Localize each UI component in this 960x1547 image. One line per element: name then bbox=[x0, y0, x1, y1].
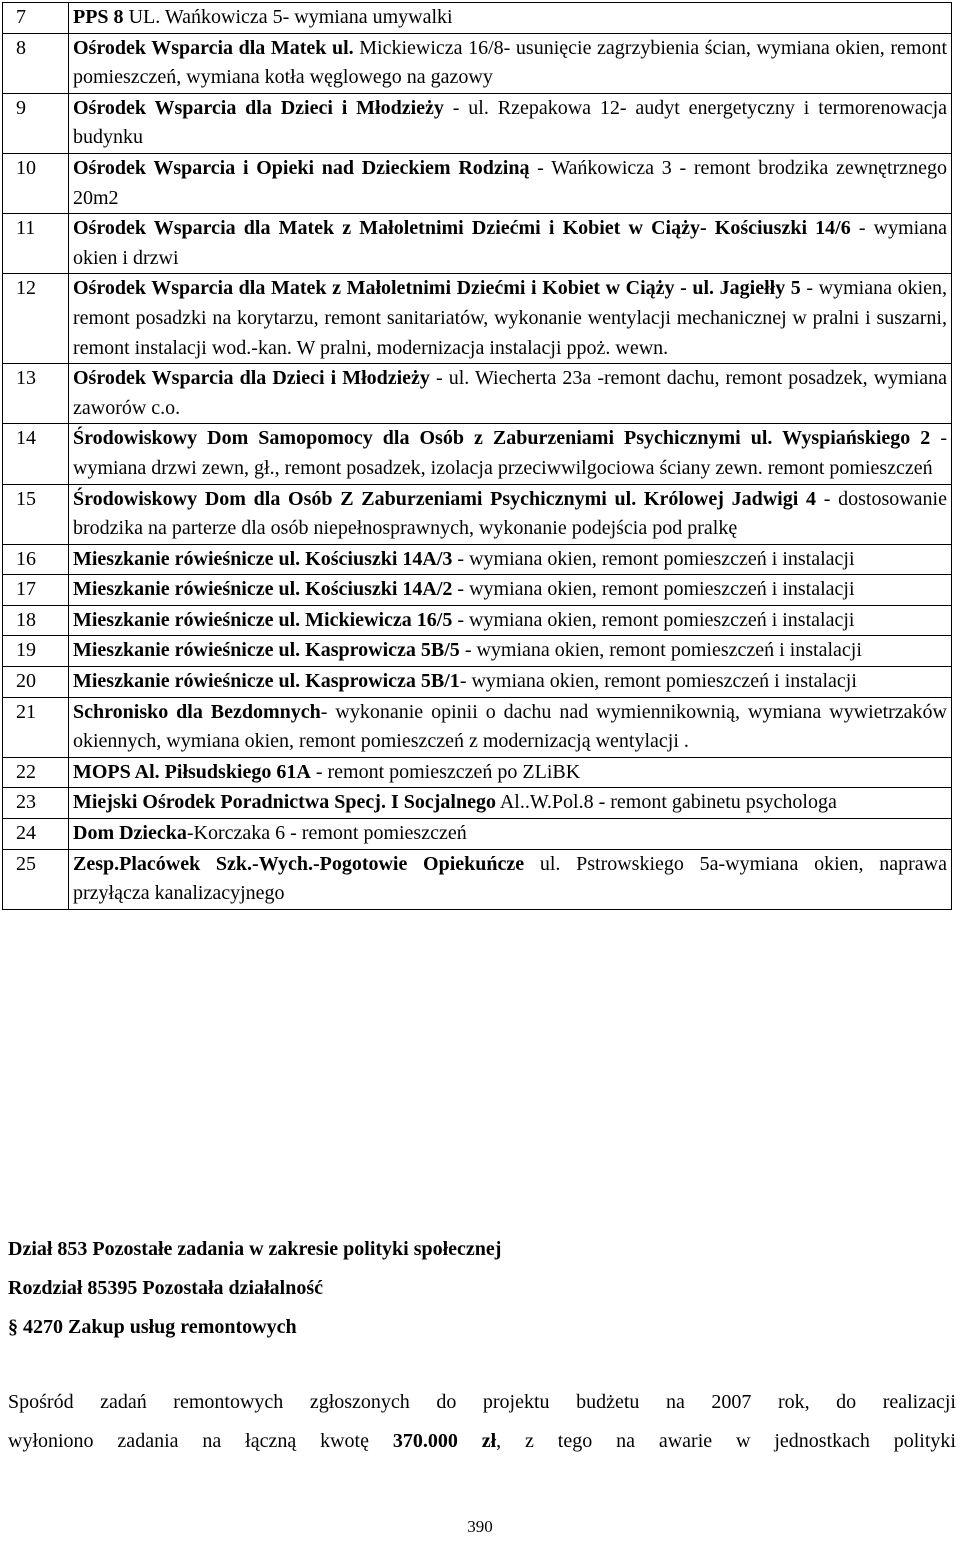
row-institution: Mieszkanie rówieśnicze ul. Mickiewicza 16/5 bbox=[73, 608, 453, 631]
row-description bbox=[69, 636, 952, 667]
table-row bbox=[3, 575, 952, 606]
paragraph-line-1: Spośród zadań remontowych zgłoszonych do projektu budżetu na 2007 rok, do realizacji bbox=[8, 1391, 956, 1413]
row-description bbox=[69, 364, 952, 424]
paragraph-line-2 bbox=[8, 1422, 956, 1461]
table-row bbox=[3, 274, 952, 364]
row-institution: Ośrodek Wsparcia dla Matek z Małoletnimi Dziećmi i Kobiet w Ciąży- Kościuszki 14/6 bbox=[73, 217, 851, 240]
table-row bbox=[3, 424, 952, 484]
row-number: 18 bbox=[3, 605, 69, 636]
row-number: 25 bbox=[3, 849, 69, 909]
row-number: 10 bbox=[3, 153, 69, 213]
table-row bbox=[3, 153, 952, 213]
row-number: 11 bbox=[3, 214, 69, 274]
row-number: 24 bbox=[3, 819, 69, 850]
row-task: Al..W.Pol.8 - remont gabinetu psychologa bbox=[495, 791, 837, 814]
row-task: - ul. Wiecherta 23a -remont dachu, remont posadzek, wymiana zaworów c.o. bbox=[73, 367, 947, 419]
table-row bbox=[3, 667, 952, 698]
page-number: 390 bbox=[467, 1517, 493, 1536]
row-description bbox=[69, 93, 952, 153]
section-heading-rozdzial: Rozdział 85395 Pozostała działalność bbox=[8, 1277, 323, 1299]
row-task: - wymiana okien, remont pomieszczeń i instalacji bbox=[452, 578, 855, 601]
row-number: 22 bbox=[3, 757, 69, 788]
table-row bbox=[3, 697, 952, 757]
row-number: 12 bbox=[3, 274, 69, 364]
table-row bbox=[3, 788, 952, 819]
row-task: Mickiewicza 16/8- usunięcie zagrzybienia ścian, wymiana okien, remont pomieszczeń, wymiana kotła węglowego na gazowy bbox=[73, 36, 947, 89]
row-task: UL. Wańkowicza 5- wymiana umywalki bbox=[123, 6, 453, 28]
row-description bbox=[69, 757, 952, 788]
table-row bbox=[3, 849, 952, 909]
row-description bbox=[69, 605, 952, 636]
table-row bbox=[3, 544, 952, 575]
row-institution: Środowiskowy Dom Samopomocy dla Osób z Zaburzeniami Psychicznymi ul. Wyspiańskiego 2 bbox=[73, 427, 931, 450]
table-row bbox=[3, 3, 952, 34]
row-task: - wymiana okien, remont pomieszczeń i instalacji bbox=[452, 608, 855, 631]
row-number: 7 bbox=[3, 3, 69, 34]
row-task: - wykonanie opinii o dachu nad wymiennikownią, wymiana wywietrzaków okiennych, wymiana okien, remont pomieszczeń z modernizacją wentylacji . bbox=[73, 700, 947, 753]
row-number: 20 bbox=[3, 667, 69, 698]
row-number: 13 bbox=[3, 364, 69, 424]
row-description bbox=[69, 575, 952, 606]
row-description bbox=[69, 788, 952, 819]
renovation-tasks-table bbox=[2, 2, 952, 910]
row-institution: Mieszkanie rówieśnicze ul. Kasprowicza 5B/1 bbox=[73, 670, 460, 693]
row-number: 21 bbox=[3, 697, 69, 757]
row-task: -Korczaka 6 - remont pomieszczeń bbox=[186, 822, 467, 845]
section-heading-paragraf: § 4270 Zakup usług remontowych bbox=[8, 1316, 297, 1338]
row-description bbox=[69, 697, 952, 757]
row-institution: Mieszkanie rówieśnicze ul. Kościuszki 14A/3 bbox=[73, 547, 453, 570]
row-institution: PPS 8 bbox=[73, 6, 124, 28]
row-task: - wymiana okien, remont posadzki na korytarzu, remont sanitariatów, wykonanie wentylacji mechanicznej w pralni i suszarni, remont instalacji wod.-kan. W pralni, modernizacja instalacji ppoż. wewn. bbox=[73, 277, 948, 359]
row-number: 23 bbox=[3, 788, 69, 819]
table-row bbox=[3, 605, 952, 636]
row-institution: Ośrodek Wsparcia dla Matek z Małoletnimi Dziećmi i Kobiet w Ciąży - ul. Jagiełły 5 bbox=[73, 277, 801, 300]
paragraph-line-2-start: wyłoniono zadania na łączną kwotę bbox=[8, 1430, 393, 1452]
row-task: - ul. Rzepakowa 12- audyt energetyczny i termorenowacja budynku bbox=[73, 96, 948, 149]
row-institution: Ośrodek Wsparcia dla Matek ul. bbox=[73, 36, 354, 59]
row-task: - wymiana okien, remont pomieszczeń i instalacji bbox=[459, 639, 862, 662]
row-task: - wymiana okien i drzwi bbox=[73, 217, 947, 269]
row-number: 9 bbox=[3, 93, 69, 153]
row-number: 15 bbox=[3, 484, 69, 544]
table-row bbox=[3, 214, 952, 274]
row-institution: MOPS Al. Piłsudskiego 61A bbox=[73, 760, 311, 783]
row-task: - remont pomieszczeń po ZLiBK bbox=[310, 760, 581, 783]
row-description bbox=[69, 274, 952, 364]
table-row bbox=[3, 93, 952, 153]
row-description bbox=[69, 544, 952, 575]
row-institution: Ośrodek Wsparcia dla Dzieci i Młodzieży bbox=[73, 96, 444, 119]
row-institution: Ośrodek Wsparcia dla Dzieci i Młodzieży bbox=[73, 367, 430, 390]
row-institution: Schronisko dla Bezdomnych bbox=[73, 700, 321, 723]
row-description bbox=[69, 667, 952, 698]
amount-value: 370.000 zł bbox=[392, 1430, 497, 1452]
row-description bbox=[69, 849, 952, 909]
row-number: 8 bbox=[3, 33, 69, 93]
row-number: 19 bbox=[3, 636, 69, 667]
row-description bbox=[69, 424, 952, 484]
row-task: - wymiana drzwi zewn, gł., remont posadzek, izolacja przeciwwilgociowa ściany zewn. remont pomieszczeń bbox=[73, 427, 947, 479]
row-institution: Zesp.Placówek Szk.-Wych.-Pogotowie Opiekuńcze bbox=[73, 852, 525, 875]
table-row bbox=[3, 364, 952, 424]
row-institution: Dom Dziecka bbox=[73, 822, 187, 845]
row-institution: Mieszkanie rówieśnicze ul. Kościuszki 14A/2 bbox=[73, 578, 453, 601]
row-institution: Ośrodek Wsparcia i Opieki nad Dzieckiem Rodziną bbox=[73, 156, 530, 179]
table-row bbox=[3, 484, 952, 544]
row-task: - dostosowanie brodzika na parterze dla osób niepełnosprawnych, wykonanie podejścia pod pralkę bbox=[73, 487, 947, 540]
paragraph-line-2-end: , z tego na awarie w jednostkach polityki bbox=[496, 1430, 956, 1452]
row-task: ul. Pstrowskiego 5a-wymiana okien, naprawa przyłącza kanalizacyjnego bbox=[73, 852, 947, 905]
row-description bbox=[69, 33, 952, 93]
row-task: - Wańkowicza 3 - remont brodzika zewnętrznego 20m2 bbox=[73, 156, 947, 209]
table-row bbox=[3, 819, 952, 850]
row-description bbox=[69, 819, 952, 850]
row-description bbox=[69, 153, 952, 213]
row-number: 16 bbox=[3, 544, 69, 575]
row-institution: Mieszkanie rówieśnicze ul. Kasprowicza 5B/5 bbox=[73, 639, 460, 662]
row-number: 17 bbox=[3, 575, 69, 606]
row-institution: Miejski Ośrodek Poradnictwa Specj. I Socjalnego bbox=[73, 791, 496, 814]
body-paragraph bbox=[8, 1383, 956, 1461]
row-task: - wymiana okien, remont pomieszczeń i instalacji bbox=[459, 670, 857, 693]
section-heading-dzial: Dział 853 Pozostałe zadania w zakresie polityki społecznej bbox=[8, 1238, 502, 1260]
row-description bbox=[69, 3, 952, 34]
table-row bbox=[3, 33, 952, 93]
row-task: - wymiana okien, remont pomieszczeń i instalacji bbox=[452, 547, 855, 570]
row-institution: Środowiskowy Dom dla Osób Z Zaburzeniami Psychicznymi ul. Królowej Jadwigi 4 bbox=[73, 487, 817, 510]
row-description bbox=[69, 484, 952, 544]
row-number: 14 bbox=[3, 424, 69, 484]
table-row bbox=[3, 757, 952, 788]
row-description bbox=[69, 214, 952, 274]
table-row bbox=[3, 636, 952, 667]
